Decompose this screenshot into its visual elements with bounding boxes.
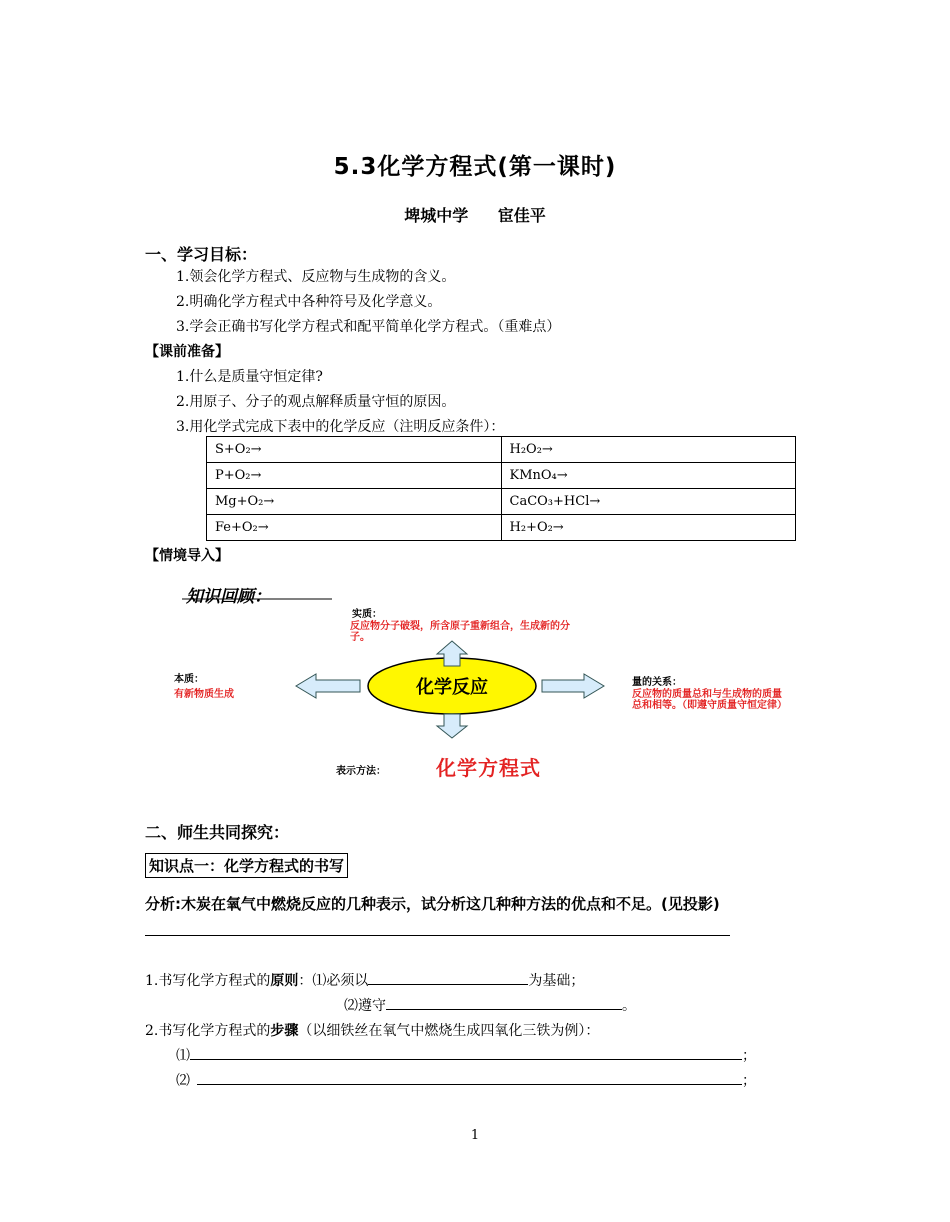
reaction-table xyxy=(206,436,796,541)
table-cell: CaCO₃+HCl→ xyxy=(501,489,796,515)
steps-bold: 步骤 xyxy=(270,1023,299,1039)
step-1-label: ⑴ xyxy=(176,1048,190,1064)
table-cell: Fe+O₂→ xyxy=(207,515,502,541)
diagram-top-label: 实质： xyxy=(352,609,382,620)
step-2-label: ⑵ xyxy=(176,1073,190,1089)
table-cell: KMnO₄→ xyxy=(501,463,796,489)
step-1-end: ； xyxy=(742,1048,756,1064)
diagram-left-text: 有新物质生成 xyxy=(174,689,234,700)
table-cell: S+O₂→ xyxy=(207,437,502,463)
goal-1: 1.领会化学方程式、反应物与生成物的含义。 xyxy=(176,269,456,285)
section1-heading: 一、学习目标： xyxy=(145,245,258,264)
arrow-right-icon xyxy=(542,674,604,698)
school-name: 埤城中学 xyxy=(404,206,469,225)
table-cell: P+O₂→ xyxy=(207,463,502,489)
steps-line xyxy=(145,1020,599,1040)
analysis-text: 分析:木炭在氧气中燃烧反应的几种表示，试分析这几种种方法的优点和不足。(见投影) xyxy=(145,895,720,913)
goal-2: 2.明确化学方程式中各种符号及化学意义。 xyxy=(176,294,442,310)
step-2-blank[interactable] xyxy=(197,1084,742,1085)
principle-1a: ：⑴必须以 xyxy=(298,973,369,989)
table-cell: H₂O₂→ xyxy=(501,437,796,463)
diagram-left-label: 本质： xyxy=(174,674,204,685)
page-title: 5.3化学方程式(第一课时) xyxy=(333,154,617,180)
principle-2a: ⑵遵守 xyxy=(344,998,386,1014)
table-row xyxy=(207,515,796,541)
step-1-line xyxy=(176,1045,756,1065)
principle-prefix: 1.书写化学方程式的 xyxy=(145,973,271,989)
principle-2b: 。 xyxy=(622,998,636,1014)
principle-line-2 xyxy=(344,995,636,1015)
prep-3: 3.用化学式完成下表中的化学反应（注明反应条件）： xyxy=(176,419,505,435)
author-name: 宦佳平 xyxy=(497,206,546,225)
principle-line-1 xyxy=(145,970,584,990)
table-cell: H₂+O₂→ xyxy=(501,515,796,541)
page-number: 1 xyxy=(470,1128,480,1143)
section2-heading: 二、师生共同探究： xyxy=(145,823,290,842)
diagram-right-text: 反应物的质量总和与生成物的质量总和相等。（即遵守质量守恒定律） xyxy=(632,689,787,711)
diagram-banner: 知识回顾： xyxy=(186,587,271,607)
knowledge-point-box: 知识点一：化学方程式的书写 xyxy=(145,853,348,878)
prep-2: 2.用原子、分子的观点解释质量守恒的原因。 xyxy=(176,394,456,410)
prep-heading: 【课前准备】 xyxy=(145,344,229,360)
table-row xyxy=(207,437,796,463)
table-cell: Mg+O₂→ xyxy=(207,489,502,515)
principle-bold: 原则 xyxy=(270,973,299,989)
table-row xyxy=(207,463,796,489)
steps-prefix: 2.书写化学方程式的 xyxy=(145,1023,271,1039)
intro-heading: 【情境导入】 xyxy=(145,548,229,564)
diagram-right-label: 量的关系： xyxy=(632,677,682,688)
diagram-top-text: 反应物分子破裂，所含原子重新组合，生成新的分子。 xyxy=(350,621,570,643)
prep-1: 1.什么是质量守恒定律? xyxy=(176,369,323,385)
step-2-end: ； xyxy=(742,1073,756,1089)
principle-1b: 为基础； xyxy=(528,973,585,989)
answer-line xyxy=(145,935,730,936)
step-2-line xyxy=(176,1070,756,1090)
arrow-down-icon xyxy=(437,714,467,738)
goal-3: 3.学会正确书写化学方程式和配平简单化学方程式。（重难点） xyxy=(176,319,561,335)
diagram-center-text: 化学反应 xyxy=(416,677,488,698)
arrow-left-icon xyxy=(296,674,360,698)
steps-suffix: （以细铁丝在氧气中燃烧生成四氧化三铁为例）： xyxy=(298,1023,600,1039)
principle-1-blank[interactable] xyxy=(368,984,528,985)
author-line xyxy=(0,203,950,226)
diagram-bottom-text: 化学方程式 xyxy=(436,756,541,780)
step-1-blank[interactable] xyxy=(190,1059,742,1060)
table-row xyxy=(207,489,796,515)
diagram-bottom-label: 表示方法： xyxy=(336,766,386,777)
principle-2-blank[interactable] xyxy=(386,1009,622,1010)
